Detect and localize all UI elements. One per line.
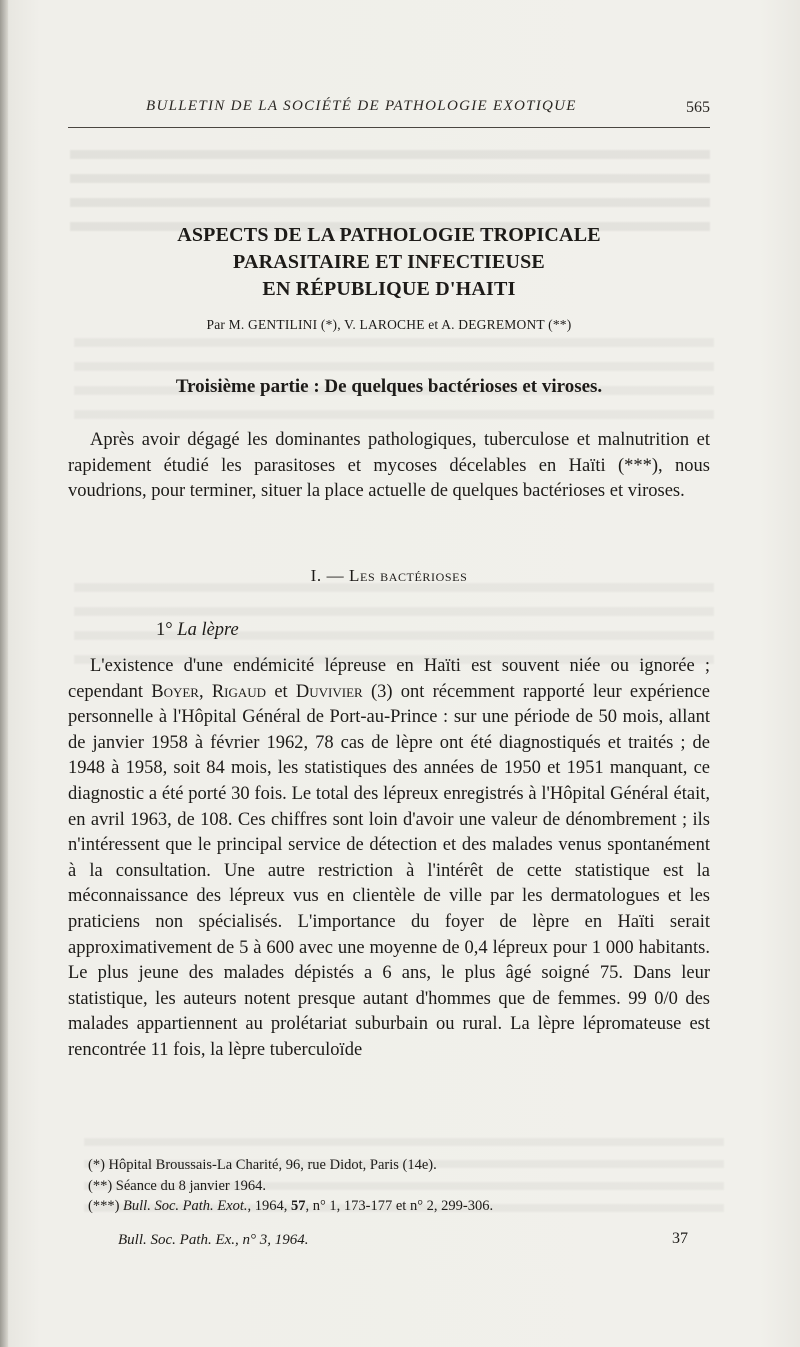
part-label: Les bactérioses [349,566,468,585]
text-before-names: L'existence d'une endémicité lépreuse en Haïti est souvent niée ou ignorée ; cependant [68,656,710,702]
binding-shadow [0,0,8,1347]
intro-paragraph [68,428,710,505]
title-line-2: PARASITAIRE ET INFECTIEUSE [233,251,545,273]
signature-folio: 37 [672,1230,688,1247]
footnote-journal: Bull. Soc. Path. Exot. [123,1198,248,1214]
article-title [68,222,710,303]
subsection-heading [156,620,239,641]
separator: et [266,681,296,702]
footnote-separator: , 1964, [247,1198,291,1214]
journal-citation-footer: Bull. Soc. Path. Ex., n° 3, 1964. [118,1232,309,1248]
title-line-1: ASPECTS DE LA PATHOLOGIE TROPICALE [177,224,601,246]
leprosy-paragraph [68,654,710,1064]
page-number: 565 [686,99,710,116]
intro-text: Après avoir dégagé les dominantes pathologiques, tuberculose et malnutrition et rapidement étudié les parasitoses et mycoses décelables en Haïti (***), nous voudrions, pour terminer, situer la place actuelle de quelques bactérioses et viroses. [68,430,710,502]
part-heading [68,566,710,586]
author-name-boyer: Boyer [151,681,199,702]
footnote-3 [88,1196,710,1217]
footnote-rest: , n° 1, 173-177 et n° 2, 299-306. [305,1198,494,1214]
part-numeral: I. — [310,566,350,585]
subsection-number: 1° [156,620,178,640]
subsection-title: La lèpre [177,620,239,640]
section-heading: Troisième partie : De quelques bactérioses et viroses. [175,376,603,397]
text-after-names: (3) ont récemment rapporté leur expérience personnelle à l'Hôpital Général de Port-au-Prince : sur une période de 50 mois, allant de janvier 1958 à février 1962, 78 cas de lèpre ont été diagnostiqués et traités ; de 1948 à 1958, soit 84 mois, les statistiques des années de 1950 et 1951 manquant, ce diagnostic a été porté 30 fois. Le total des lépreux enregistrés à l'Hôpital Général était, en avril 1963, de 108. Ces chiffres sont loin d'avoir une valeur de dénombrement ; ils n'intéressent que le principal service de détection et des malades venus spontanément à la consultation. Une autre restriction à l'intérêt de cette statistique est la méconnaissance des lépreux vus en clientèle de ville par les dermatologues et les praticiens non spécialisés. L'importance du foyer de lèpre en Haïti serait approximativement de 5 à 600 avec une moyenne de 0,4 lépreux pour 1 000 habitants. Le plus jeune des malades dépistés a 6 ans, le plus âgé soigné 75. Dans leur statistique, les auteurs notent presque autant d'hommes que de femmes. 99 0/0 des malades appartiennent au prolétariat suburbain ou rural. La lèpre lépromateuse est rencontrée 11 fois, la lèpre tuberculoïde [68,681,711,1060]
footnotes [88,1155,710,1217]
running-head [68,98,710,122]
author-name-rigaud: Rigaud [211,681,267,702]
footnote-marker: (***) [88,1198,124,1214]
author-line: Par M. GENTILINI (*), V. LAROCHE et A. DEGREMONT (**) [206,317,572,332]
journal-running-title: BULLETIN DE LA SOCIÉTÉ DE PATHOLOGIE EXOTIQUE [146,98,577,114]
title-line-3: EN RÉPUBLIQUE D'HAITI [262,278,516,300]
footnote-2: (**) Séance du 8 janvier 1964. [88,1177,266,1194]
separator: , [198,681,212,702]
footnote-1: (*) Hôpital Broussais-La Charité, 96, rue Didot, Paris (14e). [88,1157,437,1173]
footnote-volume: 57 [290,1198,306,1214]
header-rule [68,127,710,128]
author-name-duvivier: Duvivier [295,681,363,702]
paragraph-text [68,654,710,1064]
